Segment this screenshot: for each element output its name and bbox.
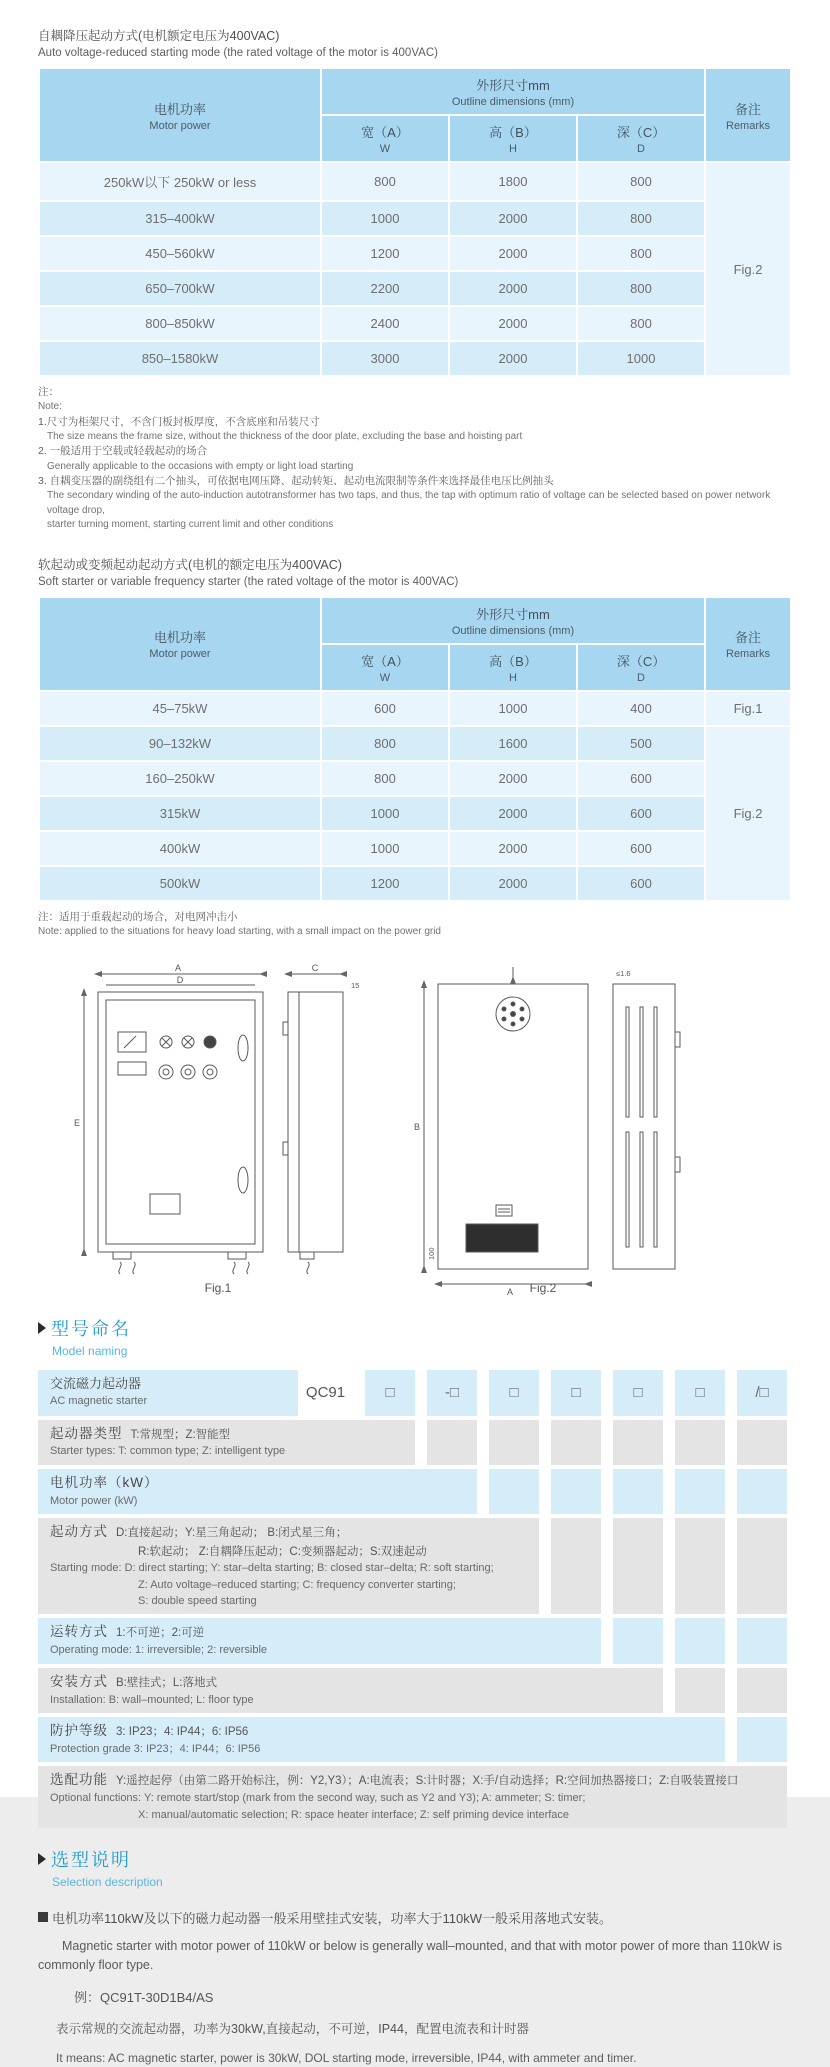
col-motor-power: 电机功率 Motor power [39, 68, 321, 162]
selection-title-zh: 选型说明 [51, 1850, 131, 1871]
table-row: 90–132kW 800 1600 500 Fig.2 [39, 726, 791, 761]
model-naming-table [38, 1370, 792, 1829]
fig2-caption: Fig.2 [529, 1280, 557, 1295]
col-depth: 深（C） D [577, 644, 705, 691]
col-outline: 外形尺寸mm Outline dimensions (mm) [321, 68, 705, 115]
col-outline: 外形尺寸mm Outline dimensions (mm) [321, 597, 705, 644]
naming-row-protection: 防护等级 3: IP23；4: IP44；6: IP56 Protection grade 3: IP23；4: IP44；6: IP56 [38, 1717, 792, 1762]
fig1-caption: Fig.1 [204, 1280, 232, 1295]
bullet-icon [38, 1912, 48, 1922]
col-motor-power: 电机功率 Motor power [39, 597, 321, 691]
auto-voltage-table [38, 67, 792, 377]
model-naming-title-zh: 型号命名 [51, 1318, 131, 1339]
selection-body [38, 1909, 792, 2066]
triangle-icon [38, 1853, 46, 1865]
selection-example-code: 例：QC91T-30D1B4/AS [74, 1990, 214, 2006]
dim-c-label: C [311, 962, 319, 973]
table1-notes: 注： Note: 1.尺寸为柜架尺寸，不含门板封板厚度，不含底座和吊装尺寸 The size means the frame size, without the thickness of the door plate, excluding the base and hoisting part 2. 一般适用于空载或轻载起动的场合 Generally applicable to the occasions with empty or light load starting 3. 自耦变压器的副绕组有二个抽头，可依据电网压降、起动转矩、起动电流限制等条件来选择最佳电压比例抽头 The secondary winding of the auto-induction autotransformer has two taps, and thus, the tap with optimum ratio of voltage can be selected based on power network voltage drop, starter turning moment, starting current limit and other conditions [38, 386, 771, 531]
col-depth: 深（C） D [577, 115, 705, 162]
dim-a2-label: A [506, 1286, 514, 1297]
selection-example-en: It means: AC magnetic starter, power is 30kW, DOL starting mode, irreversible, IP44, with ammeter and timer. [56, 2050, 637, 2065]
triangle-icon [38, 1322, 46, 1334]
model-code-prefix: QC91 [305, 1384, 346, 1402]
model-naming-heading [38, 1315, 792, 1358]
model-naming-title-en: Model naming [52, 1343, 128, 1358]
table-row: 315kW 1000 2000 600 [39, 796, 791, 831]
naming-row-operating-mode: 运转方式 1:不可逆；2:可逆 Operating mode: 1: irreversible; 2: reversible [38, 1618, 792, 1663]
selection-example-zh: 表示常规的交流起动器，功率为30kW,直接起动，不可逆，IP44，配置电流表和计时器 [56, 2021, 529, 2036]
selection-heading [38, 1846, 792, 1889]
dim-d-label: D [176, 974, 184, 985]
selection-p1-en: Magnetic starter with motor power of 110kW or below is generally wall–mounted, and that with motor power of more than 110kW is commonly floor type. [38, 1938, 783, 1972]
remark-cell: Fig.2 [705, 162, 791, 376]
cabinet-drawings [38, 962, 790, 1297]
table-row: 450–560kW 1200 2000 800 [39, 236, 791, 271]
dim-e-label: E [73, 1117, 81, 1128]
naming-row-power: 电机功率（kW） Motor power (kW) [38, 1469, 792, 1514]
dim-a-label: A [174, 962, 182, 973]
table-row: 45–75kW 600 1000 400 Fig.1 [39, 691, 791, 726]
selection-title-en: Selection description [52, 1875, 163, 1890]
col-remarks: 备注 Remarks [705, 68, 791, 162]
naming-row-starter: 交流磁力起动器 AC magnetic starter QC91 □ -□ □ □ □ □ /□ [38, 1370, 792, 1416]
naming-row-optional: 选配功能 Y:遥控起停（由第二路开始标注，例：Y2,Y3）；A:电流表；S:计时器；X:手/自动选择；R:空间加热器接口；Z:自吸装置接口 Optional functions: Y: remote start/stop (mark from the second way, such as Y2 and Y3); A: ammeter; S: timer; X: manual/automatic selection; R: space heater interface; Z: self priming device interface [38, 1766, 792, 1828]
table-row: 250kW以下 250kW or less 800 1800 800 Fig.2 [39, 162, 791, 201]
soft-start-table [38, 596, 792, 902]
table-row: 500kW 1200 2000 600 [39, 866, 791, 901]
naming-row-type: 起动器类型 T:常规型；Z:智能型 Starter types: T: common type; Z: intelligent type [38, 1420, 792, 1465]
table-row: 850–1580kW 3000 2000 1000 [39, 341, 791, 376]
selection-p1-zh: 电机功率110kW及以下的磁力起动器一般采用壁挂式安装，功率大于110kW一般采用落地式安装。 [52, 1911, 612, 1927]
dim-15-label: 15 [351, 980, 360, 990]
dim-b-label: B [413, 1121, 421, 1132]
table2-note: 注：适用于重载起动的场合，对电网冲击小 Note: applied to the situations for heavy load starting, with a small impact on the power grid [38, 910, 441, 938]
dim-16-label: ≤1.6 [616, 968, 631, 978]
dim-100-label: 100 [427, 1247, 436, 1260]
section1-title-en: Auto voltage-reduced starting mode (the rated voltage of the motor is 400VAC) [38, 47, 438, 59]
table-row: 650–700kW 2200 2000 800 [39, 271, 791, 306]
naming-row-starting-mode: 起动方式 D:直接起动；Y:星三角起动； B:闭式星三角； R:软起动； Z:自耦降压起动；C:变频器起动；S:双速起动 Starting mode: D: direct starting; Y: star–delta starting; B: closed star–delta; R: soft starting; Z: Auto voltage–reduced starting; C: frequency converter starting; S: double speed starting [38, 1518, 792, 1614]
outline-drawings [38, 962, 792, 1297]
naming-row-installation: 安装方式 B:壁挂式；L:落地式 Installation: B: wall–mounted; L: floor type [38, 1668, 792, 1713]
col-remarks: 备注 Remarks [705, 597, 791, 691]
table-row: 160–250kW 800 2000 600 [39, 761, 791, 796]
section2-title-en: Soft starter or variable frequency starter (the rated voltage of the motor is 400VAC) [38, 575, 459, 588]
table-row: 315–400kW 1000 2000 800 [39, 201, 791, 236]
col-width: 宽（A） W [321, 115, 449, 162]
table-row: 400kW 1000 2000 600 [39, 831, 791, 866]
section2-title-zh: 软起动或变频起动起动方式(电机的额定电压为400VAC) [38, 557, 342, 572]
remark-cell: Fig.1 [705, 691, 791, 726]
table-row: 800–850kW 2400 2000 800 [39, 306, 791, 341]
col-height: 高（B） H [449, 644, 577, 691]
section1-title-zh: 自耦降压起动方式(电机额定电压为400VAC) [38, 29, 280, 43]
col-height: 高（B） H [449, 115, 577, 162]
remark-cell: Fig.2 [705, 726, 791, 901]
col-width: 宽（A） W [321, 644, 449, 691]
